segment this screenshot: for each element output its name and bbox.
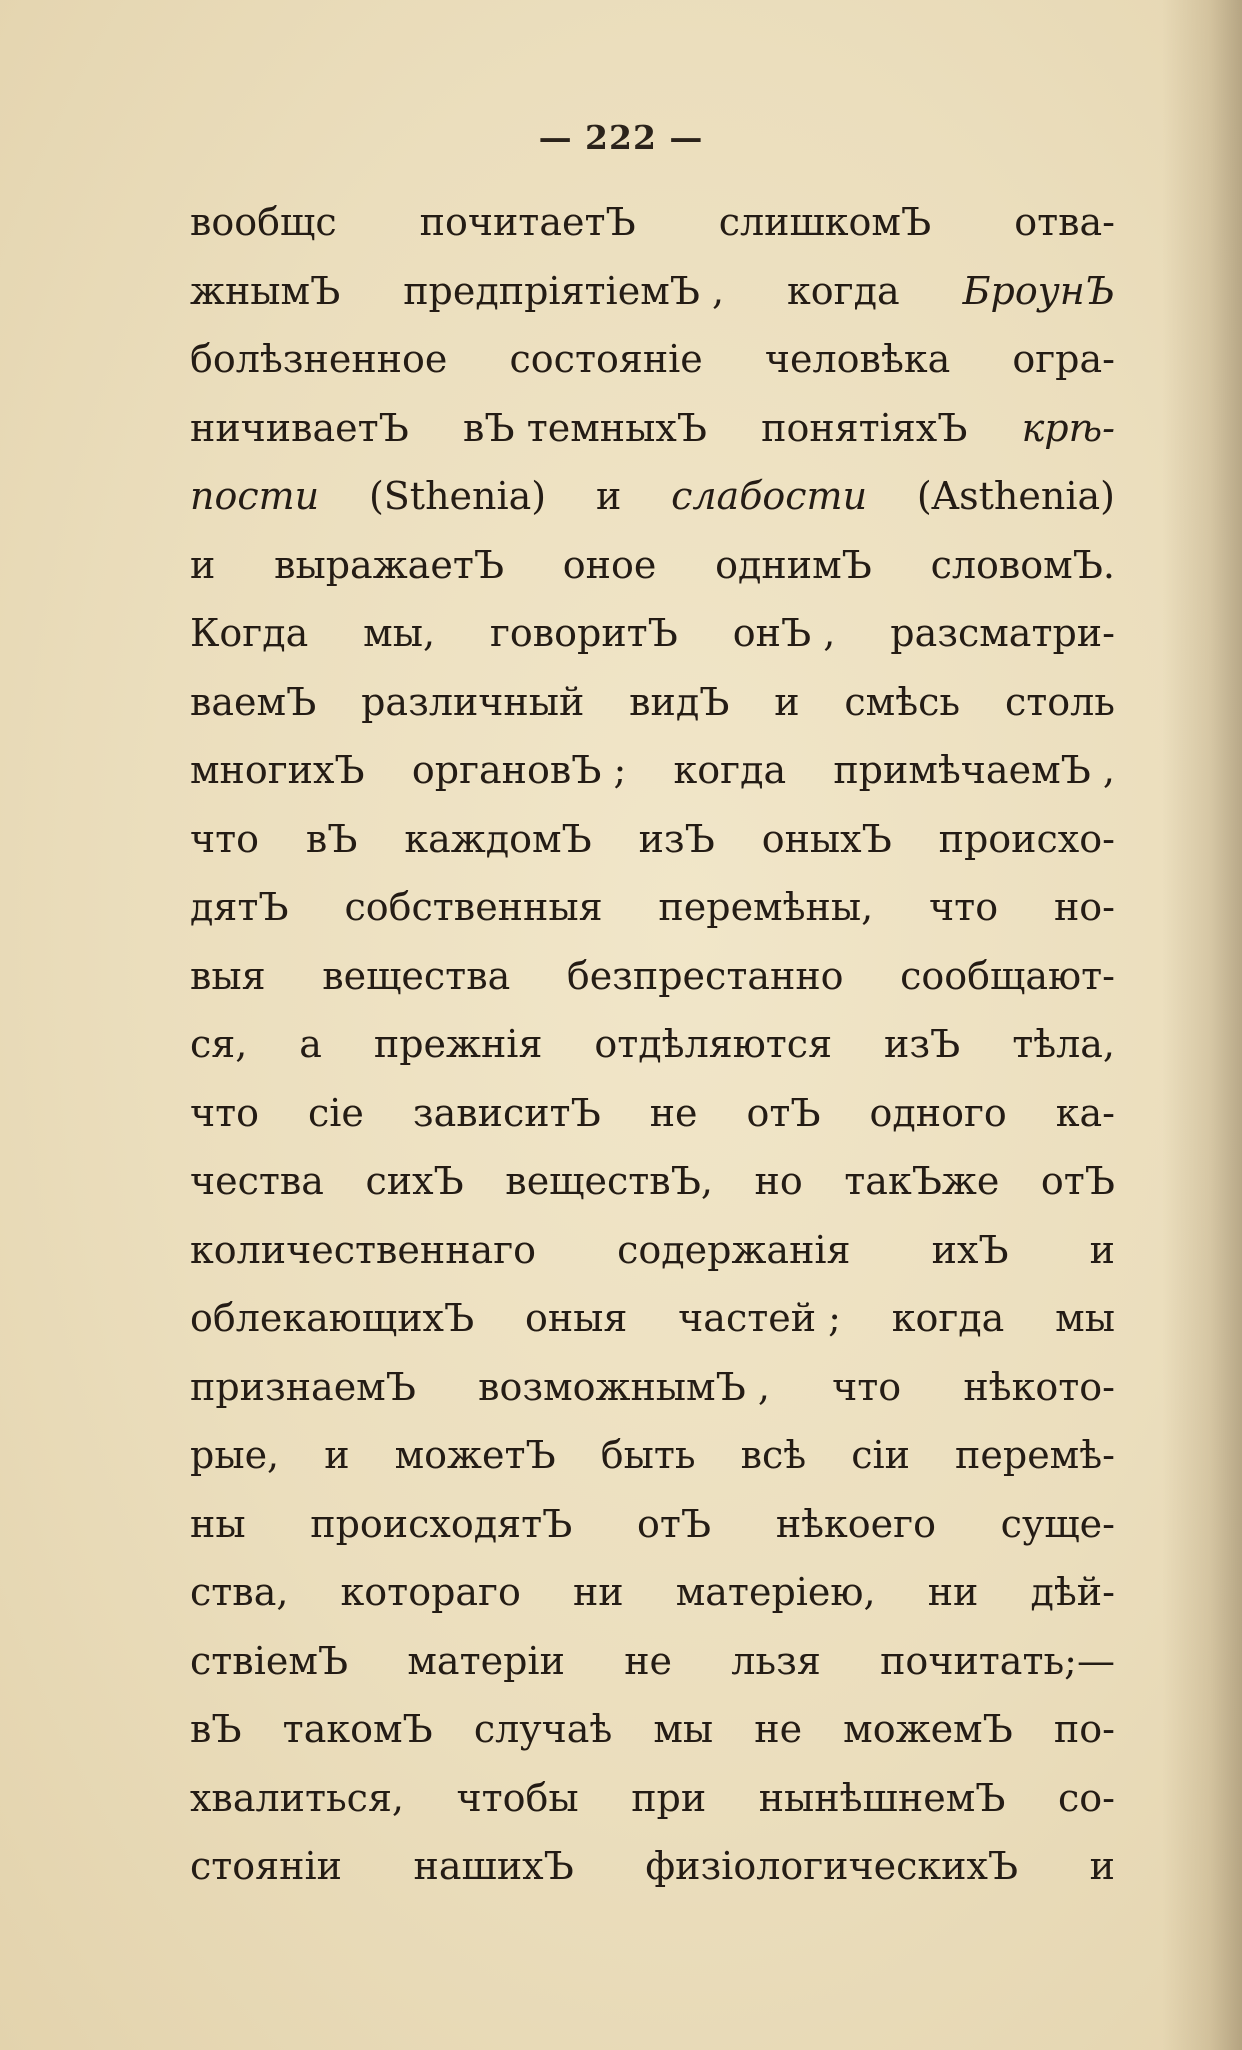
text-line: [190, 1010, 1115, 1079]
word: стояніи: [190, 1844, 342, 1888]
text-line: [190, 394, 1115, 463]
text-line: [190, 1695, 1115, 1764]
word: сихЪ: [365, 1159, 464, 1203]
word: оныя: [524, 1296, 628, 1340]
word: выражаетЪ: [274, 542, 505, 587]
word: выя: [190, 953, 266, 998]
word: по-: [1053, 1707, 1115, 1751]
word: что: [190, 816, 260, 861]
word: и: [324, 1433, 350, 1477]
word: но-: [1053, 885, 1115, 929]
word: перемѣ-: [955, 1433, 1115, 1477]
text-line: [190, 805, 1115, 874]
word: и: [595, 474, 622, 518]
word: можемЪ: [843, 1707, 1013, 1751]
word: почитаетЪ: [419, 200, 636, 244]
word: слишкомЪ: [718, 200, 932, 244]
word: такомЪ: [282, 1707, 433, 1751]
word: смѣсь: [844, 679, 961, 724]
word: и: [1089, 1844, 1115, 1888]
word: нашихЪ: [413, 1844, 574, 1888]
word: котораго: [340, 1570, 521, 1614]
word: отва-: [1014, 200, 1115, 244]
text-line: [190, 325, 1115, 394]
word: быть: [600, 1433, 696, 1477]
word: вещества: [322, 953, 511, 998]
word: отдѣляются: [594, 1022, 833, 1066]
text-line: [190, 1421, 1115, 1490]
word: со-: [1057, 1775, 1115, 1820]
word: льзя: [731, 1638, 821, 1683]
word: и: [190, 542, 216, 587]
word: что: [929, 885, 999, 929]
word: онЪ ,: [732, 611, 836, 655]
word: отЪ: [1040, 1159, 1115, 1203]
word: вЪ: [305, 816, 358, 861]
word: ства,: [190, 1570, 289, 1614]
word: количественнаго: [190, 1227, 536, 1272]
text-line: [190, 1490, 1115, 1559]
word: облекающихЪ: [190, 1296, 475, 1340]
word: органовЪ ;: [411, 748, 627, 792]
word: матеріи: [407, 1638, 565, 1683]
word: сообщают-: [900, 953, 1115, 998]
word: не: [649, 1090, 698, 1135]
word: когда: [673, 748, 787, 792]
word: мы: [653, 1707, 714, 1751]
word: а: [299, 1022, 322, 1066]
word: частей ;: [678, 1296, 841, 1340]
word: ны: [190, 1501, 246, 1546]
page-number: — 222 —: [538, 118, 704, 157]
word: однимЪ: [715, 542, 872, 587]
word: говоритЪ: [489, 611, 678, 655]
word: такЪже: [844, 1159, 1000, 1203]
word: (Asthenia): [916, 474, 1115, 518]
word: матеріею,: [675, 1570, 876, 1614]
word: крѣ-: [1021, 405, 1115, 450]
word: ваемЪ: [190, 679, 317, 724]
word: дятЪ: [190, 885, 289, 929]
text-line: [190, 1353, 1115, 1422]
word: огра-: [1012, 337, 1115, 381]
word: оныхЪ: [761, 816, 892, 861]
word: нѣкоего: [775, 1501, 936, 1546]
word: когда: [891, 1296, 1005, 1340]
word: мы: [1055, 1296, 1115, 1340]
word: когда: [787, 268, 900, 313]
word: веществЪ,: [505, 1159, 713, 1203]
word: что: [832, 1364, 902, 1409]
text-line: [190, 668, 1115, 737]
word: сіе: [307, 1090, 364, 1135]
word: слабости: [671, 474, 868, 518]
word: оное: [562, 542, 657, 587]
word: рые,: [190, 1433, 280, 1477]
text-line: [190, 1832, 1115, 1901]
word: и: [774, 679, 800, 724]
word: что: [190, 1090, 260, 1135]
word: вообщс: [190, 200, 337, 244]
word: зависитЪ: [412, 1090, 601, 1135]
text-line: [190, 1284, 1115, 1353]
text-line: [190, 1079, 1115, 1148]
text-line: [190, 531, 1115, 600]
word: вЪ темныхЪ: [463, 405, 707, 450]
word: при: [631, 1775, 707, 1820]
word: прежнія: [373, 1022, 543, 1066]
word: отЪ: [637, 1501, 712, 1546]
word: почитать;—: [880, 1638, 1115, 1683]
word: БроунЪ: [962, 268, 1115, 313]
word: словомЪ.: [930, 542, 1115, 587]
word: физіологическихЪ: [645, 1844, 1019, 1888]
text-line: [190, 188, 1115, 257]
text-line: [190, 462, 1115, 531]
word: ихЪ: [931, 1227, 1009, 1272]
word: можетЪ: [394, 1433, 556, 1477]
text-line: [190, 1764, 1115, 1833]
word: ни: [927, 1570, 979, 1614]
word: столь: [1004, 679, 1115, 724]
word: ствіемЪ: [190, 1638, 349, 1683]
word: (Sthenia): [368, 474, 547, 518]
text-line: [190, 1147, 1115, 1216]
text-line: [190, 1627, 1115, 1696]
text-line: [190, 1216, 1115, 1285]
word: пости: [190, 474, 320, 518]
word: перемѣны,: [658, 885, 874, 929]
word: дѣй-: [1030, 1570, 1115, 1614]
word: тѣла,: [1012, 1022, 1115, 1066]
word: жнымЪ: [190, 268, 341, 313]
word: одного: [869, 1090, 1007, 1135]
word: человѣка: [764, 337, 951, 381]
word: видЪ: [629, 679, 730, 724]
word: ся,: [190, 1022, 248, 1066]
word: примѣчаемЪ ,: [833, 748, 1115, 792]
word: возможнымЪ ,: [478, 1364, 770, 1409]
word: нынѣшнемЪ: [758, 1775, 1006, 1820]
word: всѣ: [740, 1433, 807, 1477]
word: чества: [190, 1159, 324, 1203]
word: ка-: [1055, 1090, 1115, 1135]
word: различный: [361, 679, 585, 724]
word: не: [754, 1707, 803, 1751]
word: суще-: [1000, 1501, 1115, 1546]
text-line: [190, 599, 1115, 668]
word: ни: [572, 1570, 624, 1614]
word: разсматри-: [890, 611, 1115, 655]
word: сіи: [851, 1433, 910, 1477]
word: мы,: [363, 611, 436, 655]
word: случаѣ: [473, 1707, 613, 1751]
page-edge-shadow: [1162, 0, 1242, 2050]
word: не: [624, 1638, 673, 1683]
word: собственныя: [344, 885, 603, 929]
word: нѣкото-: [963, 1364, 1115, 1409]
body-text: [190, 188, 1115, 1901]
text-line: [190, 736, 1115, 805]
word: происходятЪ: [310, 1501, 573, 1546]
text-line: [190, 257, 1115, 326]
word: состояніе: [509, 337, 703, 381]
text-line: [190, 873, 1115, 942]
word: многихЪ: [190, 748, 365, 792]
word: чтобы: [456, 1775, 579, 1820]
word: предпріятіемЪ ,: [403, 268, 725, 313]
word: но: [754, 1159, 803, 1203]
word: и: [1089, 1227, 1115, 1272]
word: болѣзненное: [190, 337, 448, 381]
text-line: [190, 942, 1115, 1011]
word: каждомЪ: [404, 816, 592, 861]
word: ничиваетЪ: [190, 405, 409, 450]
word: изЪ: [884, 1022, 961, 1066]
word: Когда: [190, 611, 309, 655]
word: хвалиться,: [190, 1775, 404, 1820]
word: признаемЪ: [190, 1364, 416, 1409]
word: безпрестанно: [566, 953, 844, 998]
word: отЪ: [746, 1090, 821, 1135]
word: происхо-: [938, 816, 1115, 861]
word: изЪ: [638, 816, 715, 861]
word: понятіяхЪ: [761, 405, 968, 450]
word: вЪ: [190, 1707, 242, 1751]
text-line: [190, 1558, 1115, 1627]
word: содержанія: [617, 1227, 851, 1272]
